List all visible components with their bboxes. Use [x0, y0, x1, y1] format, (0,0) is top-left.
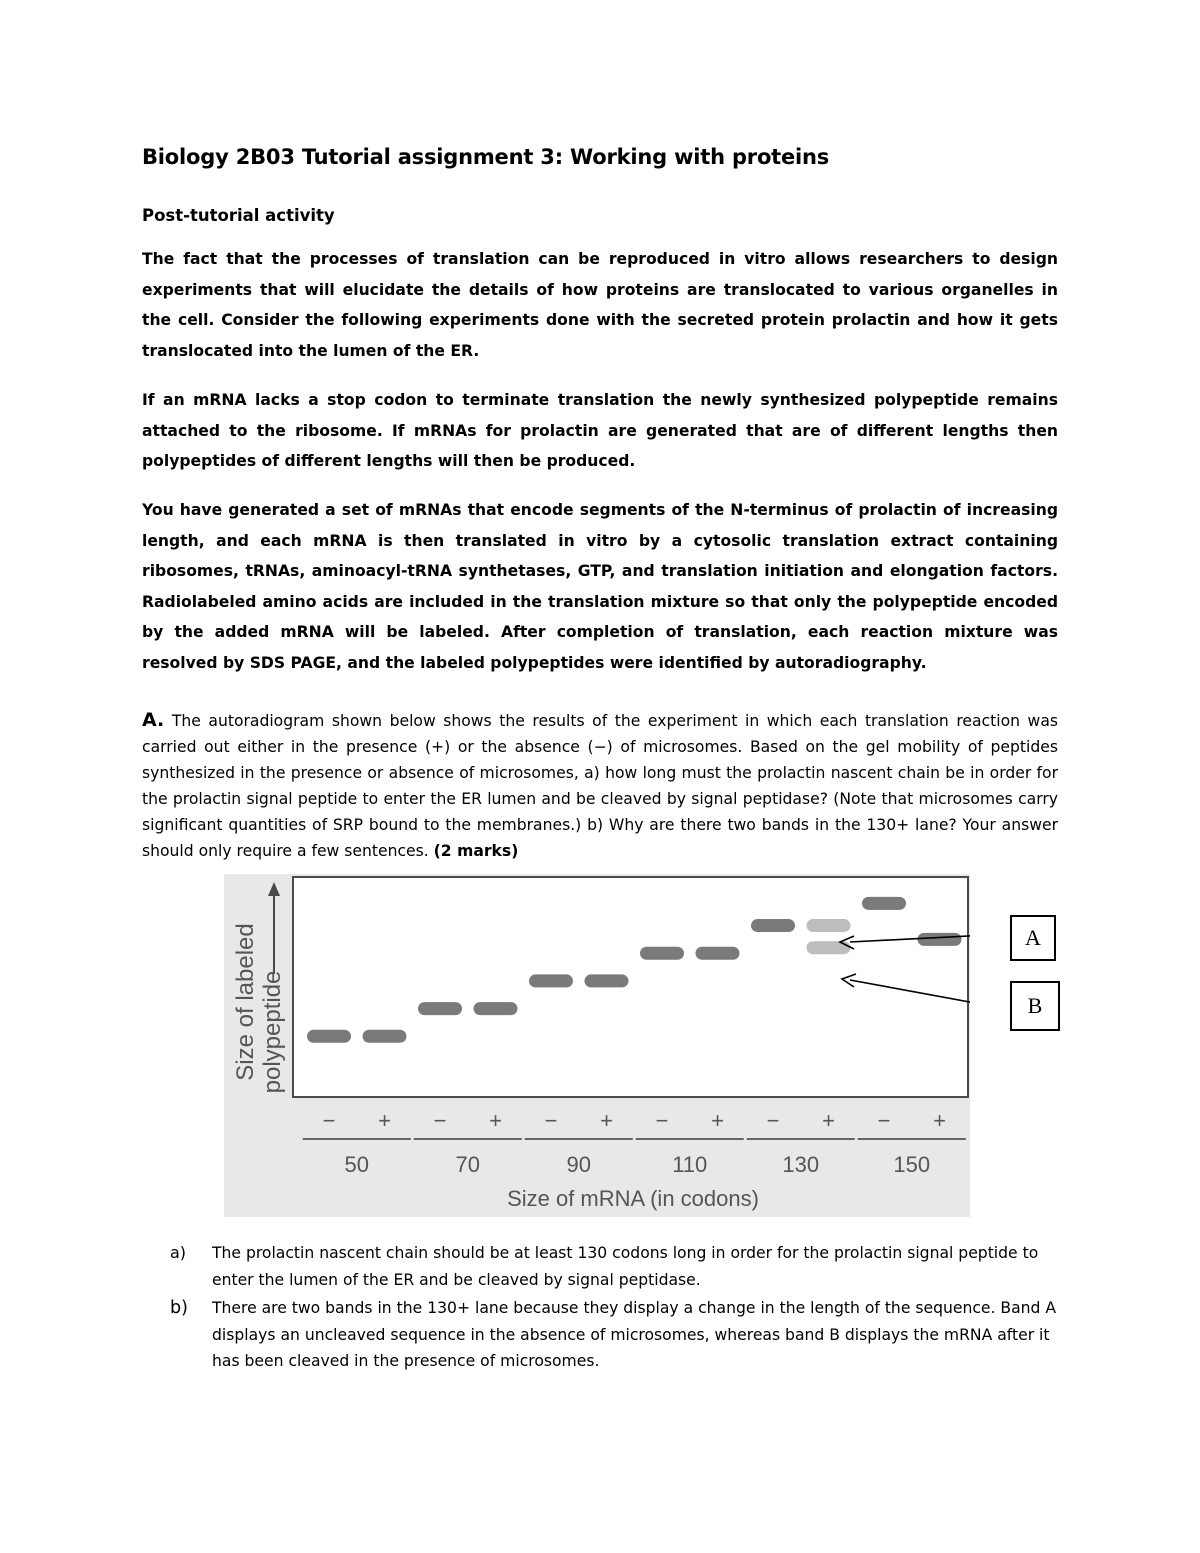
- answer-list: [170, 1240, 1060, 1377]
- gel-band: [751, 919, 795, 932]
- section-heading: Post-tutorial activity: [142, 206, 335, 225]
- gel-frame: [293, 877, 968, 1097]
- lane-sign: +: [711, 1108, 724, 1133]
- lane-sign: +: [933, 1108, 946, 1133]
- group-label: 50: [344, 1152, 369, 1177]
- gel-band-a: [807, 919, 851, 932]
- question-a-marks: (2 marks): [433, 842, 519, 860]
- paragraph-stop-codon: If an mRNA lacks a stop codon to terminate translation the newly synthesized polypeptide remains attached to the ribosome. If mRNAs for prolactin are generated that are of different lengths then polypeptides of different lengths will then be produced.: [142, 391, 1058, 470]
- callout-box-b: [1010, 981, 1060, 1031]
- gel-band: [363, 1030, 407, 1043]
- gel-band: [640, 947, 684, 960]
- document-title: Biology 2B03 Tutorial assignment 3: Working with proteins: [142, 145, 830, 169]
- lane-sign: +: [489, 1108, 502, 1133]
- callout-label-b: B: [1027, 993, 1043, 1018]
- gel-band: [696, 947, 740, 960]
- lane-sign: +: [822, 1108, 835, 1133]
- answer-b-text: There are two bands in the 130+ lane because they display a change in the length of the sequence. Band A displays an uncleaved sequence in the absence of microsomes, whereas band B displays the mRNA after it has been cleaved in the presence of microsomes.: [212, 1299, 1057, 1370]
- group-label: 90: [566, 1152, 591, 1177]
- question-a-text: The autoradiogram shown below shows the results of the experiment in which each translation reaction was carried out either in the presence (+) or the absence (−) of microsomes. Based on the gel mobility of peptides synthesized in the presence or absence of microsomes, a) how long must the prolactin nascent chain be in order for the prolactin signal peptide to enter the ER lumen and be cleaved by signal peptidase? (Note that microsomes carry significant quantities of SRP bound to the membranes.) b) Why are there two bands in the 130+ lane? Your answer should only require a few sentences.: [142, 712, 1058, 860]
- y-axis-label-line1: Size of labeled: [232, 923, 259, 1081]
- answer-a-marker: a): [170, 1243, 187, 1262]
- group-label: 110: [672, 1152, 708, 1177]
- lane-sign: −: [433, 1108, 447, 1133]
- lane-sign: −: [766, 1108, 780, 1133]
- paragraph-experiment: You have generated a set of mRNAs that encode segments of the N-terminus of prolactin of increasing length, and each mRNA is then translated in vitro by a cytosolic translation extract containing ribosomes, tRNAs, aminoacyl-tRNA synthetases, GTP, and translation initiation and elongation factors. Radiolabeled amino acids are included in the translation mixture so that only the polypeptide encoded by the added mRNA will be labeled. After completion of translation, each reaction mixture was resolved by SDS PAGE, and the labeled polypeptides were identified by autoradiography.: [142, 501, 1058, 672]
- lane-sign: +: [378, 1108, 391, 1133]
- lane-sign: −: [655, 1108, 669, 1133]
- answer-b: [170, 1295, 1060, 1375]
- autoradiogram-figure: [224, 874, 1043, 1217]
- gel-band: [918, 933, 962, 946]
- answer-b-marker: b): [170, 1298, 188, 1318]
- y-axis-label-line2: polypeptide: [259, 970, 286, 1094]
- callout-label-a: A: [1025, 925, 1041, 950]
- answer-a-text: The prolactin nascent chain should be at least 130 codons long in order for the prolactin signal peptide to enter the lumen of the ER and be cleaved by signal peptidase.: [212, 1244, 1039, 1289]
- paragraph-intro: The fact that the processes of translation can be reproduced in vitro allows researchers to design experiments that will elucidate the details of how proteins are translocated to various organelles in the cell. Consider the following experiments done with the secreted protein prolactin and how it gets translocated into the lumen of the ER.: [142, 250, 1058, 360]
- gel-band: [585, 974, 629, 987]
- autoradiogram-svg: [224, 874, 970, 1217]
- group-label: 70: [455, 1152, 480, 1177]
- gel-band: [307, 1030, 351, 1043]
- x-axis-label: Size of mRNA (in codons): [507, 1186, 759, 1211]
- lane-sign: −: [877, 1108, 891, 1133]
- gel-band: [529, 974, 573, 987]
- question-a: [142, 707, 1058, 864]
- callout-box-a: [1010, 915, 1056, 961]
- gel-band: [862, 897, 906, 910]
- gel-band: [418, 1002, 462, 1015]
- answer-a: [170, 1240, 1060, 1293]
- question-a-label: A.: [142, 709, 165, 731]
- lane-sign: −: [322, 1108, 336, 1133]
- group-label: 130: [782, 1152, 820, 1177]
- group-label: 150: [893, 1152, 931, 1177]
- lane-sign: −: [544, 1108, 558, 1133]
- gel-band: [474, 1002, 518, 1015]
- lane-sign: +: [600, 1108, 613, 1133]
